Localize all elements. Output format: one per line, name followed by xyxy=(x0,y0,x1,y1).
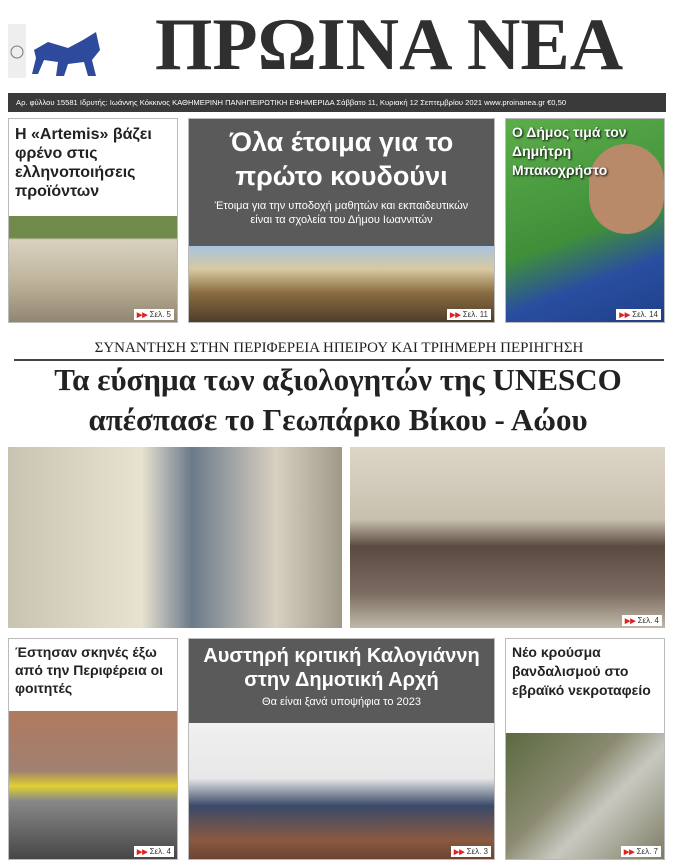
headline: Όλα έτοιμα για το πρώτο κουδούνι xyxy=(229,127,454,191)
story-athlete[interactable] xyxy=(505,118,665,323)
page-ref[interactable]: ▶▶ Σελ. 4 xyxy=(622,615,662,626)
masthead-title: ΠΡΩΙΝΑ ΝΕΑ xyxy=(154,4,624,86)
newspaper-logo xyxy=(8,20,106,82)
story-cemetery[interactable] xyxy=(505,638,665,860)
press-conference-photo xyxy=(189,723,495,860)
headline: Νέο κρούσμα βανδαλισμού στο εβραϊκό νεκροταφείο xyxy=(512,644,651,698)
story-students[interactable] xyxy=(8,638,178,860)
issue-info-bar: Αρ. φύλλου 15581 Ιδρυτής: Ιωάννης Κόκκινος ΚΑΘΗΜΕΡΙΝΗ ΠΑΝΗΠΕΙΡΩΤΙΚΗ ΕΦΗΜΕΡΙΔΑ Σάββατο 11, Κυριακή 12 Σεπτεμβρίου 2021 www.proinanea.gr €0,50 xyxy=(8,93,666,112)
page-ref[interactable]: ▶▶ Σελ. 7 xyxy=(621,846,661,857)
page-ref[interactable]: ▶▶ Σελ. 14 xyxy=(616,309,661,320)
subheadline: Θα είναι ξανά υποψήφια το 2023 xyxy=(262,696,421,708)
unesco-photo-1 xyxy=(8,447,342,628)
tent-photo xyxy=(9,711,178,860)
story-kalogianni[interactable] xyxy=(188,638,495,860)
headline: Η «Artemis» βάζει φρένο στις ελληνοποιήσεις προϊόντων xyxy=(15,126,152,200)
story-artemis[interactable] xyxy=(8,118,178,323)
page-ref[interactable]: ▶▶ Σελ. 5 xyxy=(134,309,174,320)
story-school[interactable] xyxy=(188,118,495,323)
kicker: ΣΥΝΑΝΤΗΣΗ ΣΤΗΝ ΠΕΡΙΦΕΡΕΙΑ ΗΠΕΙΡΟΥ ΚΑΙ ΤΡΙΗΜΕΡΗ ΠΕΡΙΗΓΗΣΗ xyxy=(14,340,664,361)
headline: Έστησαν σκηνές έξω από την Περιφέρεια οι φοιτητές xyxy=(15,644,164,696)
headline: Ο Δήμος τιμά τον Δημήτρη Μπακοχρήστο xyxy=(512,124,627,178)
headline: Αυστηρή κριτική Καλογιάννη στην Δημοτική Αρχή xyxy=(203,645,480,691)
main-headline[interactable] xyxy=(8,360,668,440)
page-ref[interactable]: ▶▶ Σελ. 11 xyxy=(447,309,491,320)
unesco-photo-2 xyxy=(350,447,665,628)
main-headline-line1: Τα εύσημα των αξιολογητών της UNESCO xyxy=(54,362,622,397)
main-headline-line2: απέσπασε το Γεωπάρκο Βίκου - Αώου xyxy=(88,402,588,437)
gravestone-photo xyxy=(506,733,665,860)
sheep-photo xyxy=(9,216,178,323)
page-ref[interactable]: ▶▶ Σελ. 4 xyxy=(134,846,174,857)
page-ref[interactable]: ▶▶ Σελ. 3 xyxy=(451,846,491,857)
subheadline: Έτοιμα για την υποδοχή μαθητών και εκπαιδευτικών είναι τα σχολεία του Δήμου Ιωαννιτών xyxy=(214,200,469,226)
